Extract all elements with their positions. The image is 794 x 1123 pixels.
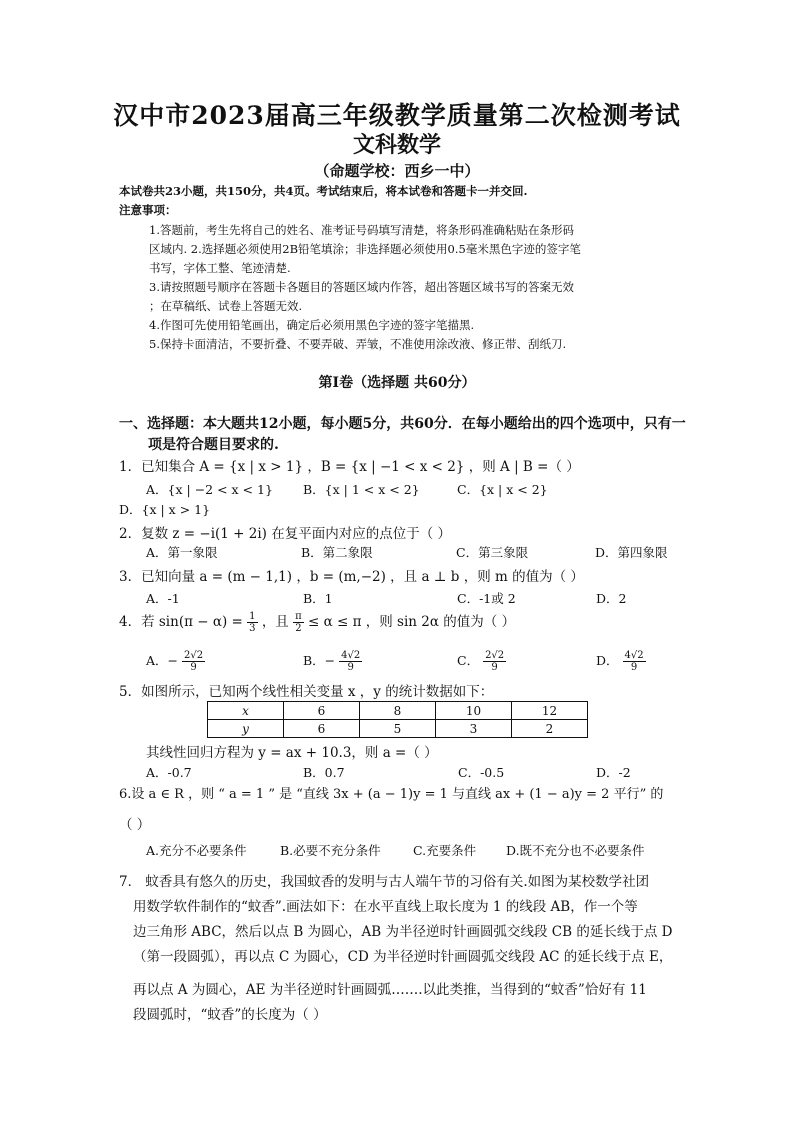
q4-frac-den: 2 xyxy=(295,623,302,634)
q2-option-b: B．第二象限 xyxy=(301,545,373,560)
notice-line: 1.答题前，考生先将自己的姓名、准考证号码填写清楚，将条形码准确粘贴在条形码 xyxy=(149,223,574,237)
table-cell: 6 xyxy=(284,720,360,738)
q2-option-c: C．第三象限 xyxy=(456,545,529,560)
q6-stem: 6.设 a ∈ R ，则 “ a = 1 ” 是 “直线 3x + (a − 1)y = 1 与直线 ax + (1 − a)y = 2 平行” 的 xyxy=(119,787,664,802)
q3-stem: 3．已知向量 a = (m − 1,1) ，b = (m,−2) ，且 a ⊥ b ，则 m 的值为（ ） xyxy=(119,569,584,585)
q4-option-a xyxy=(146,650,205,673)
q5-option-c: C．-0.5 xyxy=(458,765,505,780)
q4-option-den: 9 xyxy=(491,662,498,673)
q4-stem xyxy=(119,610,515,634)
q7-line: （第一段圆弧），再以点 C 为圆心，CD 为半径逆时针画圆弧交线段 AC 的延长线于点 E， xyxy=(133,949,673,965)
exam-subject: 文科数学 xyxy=(352,132,441,158)
q4-option-den: 9 xyxy=(347,662,354,673)
table-cell: 5 xyxy=(360,720,436,738)
q4-stem-part: ≤ α ≤ π ，则 sin 2α 的值为（ ） xyxy=(307,614,516,630)
q7-line: 再以点 A 为圆心，AE 为半径逆时针画圆弧…….以此类推，当得到的“蚊香”恰好有 11 xyxy=(133,982,647,998)
q1-option-b: B．{x | 1 < x < 2} xyxy=(303,482,420,497)
q4-option-fraction xyxy=(339,650,362,673)
q6-blank: （ ） xyxy=(119,817,151,833)
q1-option-c: C．{x | x < 2} xyxy=(457,482,548,497)
q6-option-b: B.必要不充分条件 xyxy=(280,843,381,858)
q1-option-d: D．{x | x > 1} xyxy=(119,502,211,517)
q5-option-b: B．0.7 xyxy=(303,765,345,780)
exam-title: 汉中市2023届高三年级教学质量第二次检测考试 xyxy=(113,101,681,130)
q3-option-a: A．-1 xyxy=(146,591,180,606)
q4-stem-part: 4．若 sin(π − α) = xyxy=(119,614,243,630)
part1-heading-cont: 项是符合题目要求的. xyxy=(148,437,279,453)
q4-option-c xyxy=(457,650,506,673)
table-cell: 2 xyxy=(512,720,588,738)
q4-fraction-pi-half xyxy=(293,611,304,634)
table-row xyxy=(208,720,588,738)
q4-option-label: D． xyxy=(596,653,619,668)
q4-fraction-one-third xyxy=(247,611,257,634)
q3-option-d: D．2 xyxy=(596,591,627,606)
q4-option-label: C． xyxy=(457,653,480,668)
table-cell: 10 xyxy=(436,702,512,720)
notice-line: 3.请按照题号顺序在答题卡各题目的答题区域内作答，超出答题区域书写的答案无效 xyxy=(149,280,574,294)
q4-option-num: 4√2 xyxy=(624,650,644,661)
q4-option-fraction xyxy=(483,650,506,673)
q7-line: 用数学软件制作的“蚊香”.画法如下：在水平直线上取长度为 1 的线段 AB，作一个等 xyxy=(133,899,638,915)
q4-option-den: 9 xyxy=(630,662,638,673)
q5-option-d: D．-2 xyxy=(596,765,631,780)
exam-school: （命题学校：西乡一中） xyxy=(314,162,480,180)
q4-option-den: 9 xyxy=(190,662,197,673)
q7-line: 段圆弧时，“蚊香”的长度为（ ） xyxy=(133,1007,327,1023)
q6-option-a: A.充分不必要条件 xyxy=(146,843,247,858)
q3-option-c: C．-1或 2 xyxy=(457,591,516,606)
q4-frac-num: 1 xyxy=(249,611,256,622)
q5-regression: 其线性回归方程为 y = ax + 10.3，则 a =（ ） xyxy=(146,745,438,761)
notice-line: 区域内. 2.选择题必须使用2B铅笔填涂；非选择题必须使用0.5毫米黑色字迹的签字笔 xyxy=(149,242,581,256)
q7-line: 7． 蚊香具有悠久的历史，我国蚊香的发明与古人端午节的习俗有关.如图为某校数学社团 xyxy=(119,874,650,890)
table-cell: y xyxy=(208,720,284,738)
table-cell: 8 xyxy=(360,702,436,720)
notice-heading: 注意事项： xyxy=(119,203,177,217)
q2-option-a: A．第一象限 xyxy=(146,545,218,560)
q5-data-table xyxy=(207,701,588,738)
q4-option-num: 4√2 xyxy=(341,650,361,661)
q4-option-num: 2√2 xyxy=(184,650,204,661)
notice-line: 5.保持卡面清洁，不要折叠、不要弄破、弄皱，不准使用涂改液、修正带、刮纸刀. xyxy=(149,337,567,351)
q4-option-d xyxy=(596,650,646,673)
q4-frac-num: π xyxy=(295,611,302,622)
q4-frac-den: 3 xyxy=(249,623,256,634)
q4-option-fraction xyxy=(623,650,646,673)
q4-option-fraction xyxy=(182,650,205,673)
q4-stem-part: ，且 xyxy=(261,614,289,630)
table-cell: x xyxy=(208,702,284,720)
q6-option-c: C.充要条件 xyxy=(413,843,477,858)
q4-option-num: 2√2 xyxy=(485,650,505,661)
table-cell: 3 xyxy=(436,720,512,738)
notice-line: ；在草稿纸、试卷上答题无效. xyxy=(149,299,303,313)
section-title: 第Ⅰ卷（选择题 共60分） xyxy=(318,375,476,391)
q5-stem: 5．如图所示，已知两个线性相关变量 x ，y 的统计数据如下： xyxy=(119,684,494,700)
q2-stem: 2．复数 z = −i(1 + 2i) 在复平面内对应的点位于（ ） xyxy=(119,526,452,542)
q6-option-d: D.既不充分也不必要条件 xyxy=(506,843,645,858)
q1-stem: 1．已知集合 A = {x | x > 1} ，B = {x | −1 < x < 2} ，则 A | B =（ ） xyxy=(119,459,580,475)
part1-heading: 一、选择题：本大题共12小题，每小题5分，共60分．在每小题给出的四个选项中，只有一 xyxy=(119,416,686,432)
table-cell: 12 xyxy=(512,702,588,720)
q4-option-label: A．− xyxy=(146,653,179,668)
table-row xyxy=(208,702,588,720)
notice-intro: 本试卷共23小题，共150分，共4页。考试结束后，将本试卷和答题卡一并交回. xyxy=(119,184,528,198)
q4-option-b xyxy=(303,650,362,673)
q5-option-a: A．-0.7 xyxy=(146,765,192,780)
q2-option-d: D．第四象限 xyxy=(595,545,668,560)
notice-line: 书写，字体工整、笔迹清楚. xyxy=(149,261,291,275)
q3-option-b: B．1 xyxy=(303,591,333,606)
table-cell: 6 xyxy=(284,702,360,720)
q7-line: 边三角形 ABC，然后以点 B 为圆心，AB 为半径逆时针画圆弧交线段 CB 的延长线于点 D xyxy=(133,924,673,940)
notice-line: 4.作图可先使用铅笔画出，确定后必须用黑色字迹的签字笔描黑. xyxy=(149,318,475,332)
q1-option-a: A．{x | −2 < x < 1} xyxy=(146,482,273,497)
q4-option-label: B．− xyxy=(303,653,336,668)
